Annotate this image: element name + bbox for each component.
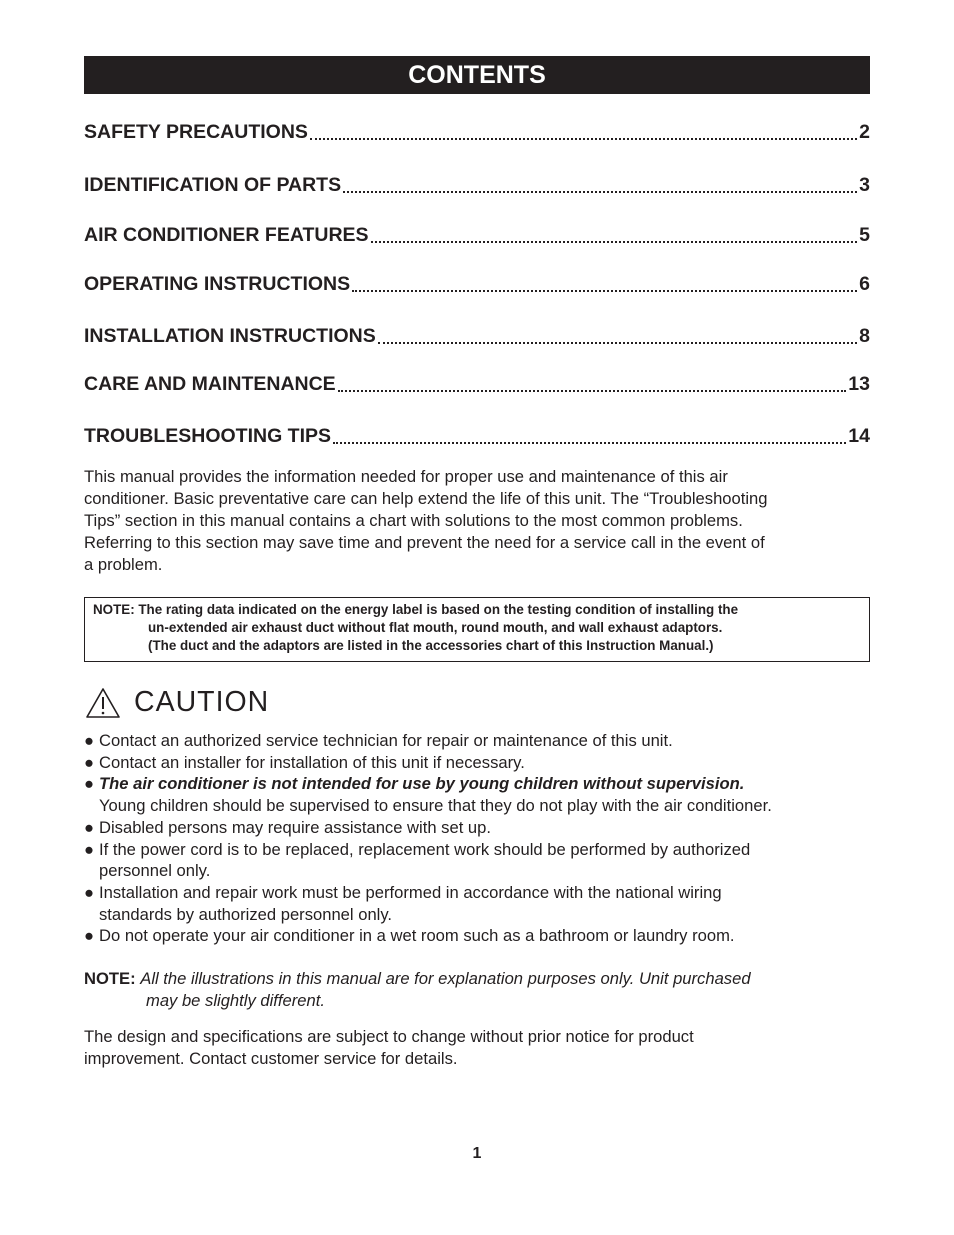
text-line: Young children should be supervised to ensure that they do not play with the air conditioner. bbox=[99, 796, 772, 816]
toc-leader bbox=[352, 290, 857, 292]
intro-paragraph bbox=[84, 466, 870, 576]
toc-entry[interactable] bbox=[84, 121, 870, 145]
toc-leader bbox=[338, 390, 847, 392]
bullet-icon: ● bbox=[84, 926, 95, 946]
toc-page: 13 bbox=[848, 373, 870, 395]
toc-title: INSTALLATION INSTRUCTIONS bbox=[84, 325, 376, 347]
toc-entry[interactable] bbox=[84, 224, 870, 248]
toc-page: 14 bbox=[848, 425, 870, 447]
caution-heading bbox=[84, 685, 484, 721]
toc-entry[interactable] bbox=[84, 174, 870, 198]
rating-note-box bbox=[84, 597, 870, 662]
text-line: personnel only. bbox=[99, 861, 211, 881]
toc-entry[interactable] bbox=[84, 325, 870, 349]
design-paragraph bbox=[84, 1026, 870, 1070]
toc-title: SAFETY PRECAUTIONS bbox=[84, 121, 308, 143]
list-item bbox=[84, 839, 870, 882]
list-item bbox=[84, 730, 870, 752]
text-line: Contact an installer for installation of this unit if necessary. bbox=[99, 752, 525, 772]
bullet-icon: ● bbox=[84, 839, 95, 859]
bullet-icon: ● bbox=[84, 774, 95, 794]
text-line: improvement. Contact customer service for details. bbox=[84, 1049, 458, 1068]
toc-page: 6 bbox=[859, 273, 870, 295]
bullet-icon: ● bbox=[84, 731, 95, 750]
text-line: The design and specifications are subject to change without prior notice for product bbox=[84, 1027, 694, 1046]
text-line: Installation and repair work must be performed in accordance with the national wiring bbox=[99, 882, 722, 902]
toc-leader bbox=[378, 342, 857, 344]
note-text: All the illustrations in this manual are for explanation purposes only. Unit purchased bbox=[140, 969, 751, 988]
toc-title: TROUBLESHOOTING TIPS bbox=[84, 425, 332, 447]
toc-leader bbox=[343, 191, 857, 193]
text-line: Referring to this section may save time and prevent the need for a service call in the event of bbox=[84, 533, 765, 552]
emphasis-line: The air conditioner is not intended for use by young children without supervision. bbox=[99, 774, 745, 794]
toc-title: CARE AND MAINTENANCE bbox=[84, 373, 336, 395]
caution-list bbox=[84, 730, 870, 947]
toc-page: 5 bbox=[859, 224, 870, 246]
bullet-icon: ● bbox=[84, 817, 95, 837]
note-line: un-extended air exhaust duct without flat mouth, round mouth, and wall exhaust adaptors. bbox=[148, 620, 723, 635]
note-line bbox=[84, 968, 870, 990]
note-line: NOTE: The rating data indicated on the energy label is based on the testing condition of installing the bbox=[93, 602, 739, 617]
note-line: may be slightly different. bbox=[146, 990, 325, 1010]
text-line: Do not operate your air conditioner in a wet room such as a bathroom or laundry room. bbox=[99, 926, 735, 946]
toc-title: OPERATING INSTRUCTIONS bbox=[84, 273, 351, 295]
text-line: Contact an authorized service technician for repair or maintenance of this unit. bbox=[99, 731, 673, 750]
note-label: NOTE: bbox=[84, 969, 136, 988]
list-item bbox=[84, 817, 870, 839]
page-number: 1 bbox=[472, 1145, 482, 1162]
text-line: a problem. bbox=[84, 555, 163, 574]
text-line: Tips” section in this manual contains a chart with solutions to the most common problems. bbox=[84, 511, 743, 530]
toc-entry[interactable] bbox=[84, 273, 870, 297]
bullet-icon: ● bbox=[84, 752, 95, 772]
warning-triangle-icon bbox=[85, 687, 121, 719]
illustration-note bbox=[84, 968, 870, 1011]
text-line: standards by authorized personnel only. bbox=[99, 904, 393, 924]
toc-entry[interactable] bbox=[84, 425, 870, 449]
caution-title: CAUTION bbox=[134, 686, 270, 718]
toc-leader bbox=[371, 241, 858, 243]
toc-page: 2 bbox=[859, 121, 870, 143]
toc-leader bbox=[310, 138, 857, 140]
toc-title: AIR CONDITIONER FEATURES bbox=[84, 224, 369, 246]
list-item bbox=[84, 752, 870, 774]
toc-leader bbox=[333, 442, 846, 444]
text-line: Disabled persons may require assistance with set up. bbox=[99, 817, 491, 837]
manual-page bbox=[84, 56, 870, 1162]
text-line: This manual provides the information needed for proper use and maintenance of this air bbox=[84, 467, 728, 486]
text-line: If the power cord is to be replaced, replacement work should be performed by authorized bbox=[99, 839, 751, 859]
list-item bbox=[84, 882, 870, 925]
toc-page: 3 bbox=[859, 174, 870, 196]
toc-page: 8 bbox=[859, 325, 870, 347]
toc-title: IDENTIFICATION OF PARTS bbox=[84, 174, 342, 196]
bullet-icon: ● bbox=[84, 882, 95, 902]
text-line: conditioner. Basic preventative care can help extend the life of this unit. The “Troubleshooting bbox=[84, 489, 768, 508]
list-item bbox=[84, 773, 870, 816]
contents-heading: CONTENTS bbox=[84, 56, 870, 94]
toc-entry[interactable] bbox=[84, 373, 870, 397]
note-line: (The duct and the adaptors are listed in the accessories chart of this Instruction Manual.) bbox=[148, 638, 714, 653]
list-item bbox=[84, 925, 870, 947]
